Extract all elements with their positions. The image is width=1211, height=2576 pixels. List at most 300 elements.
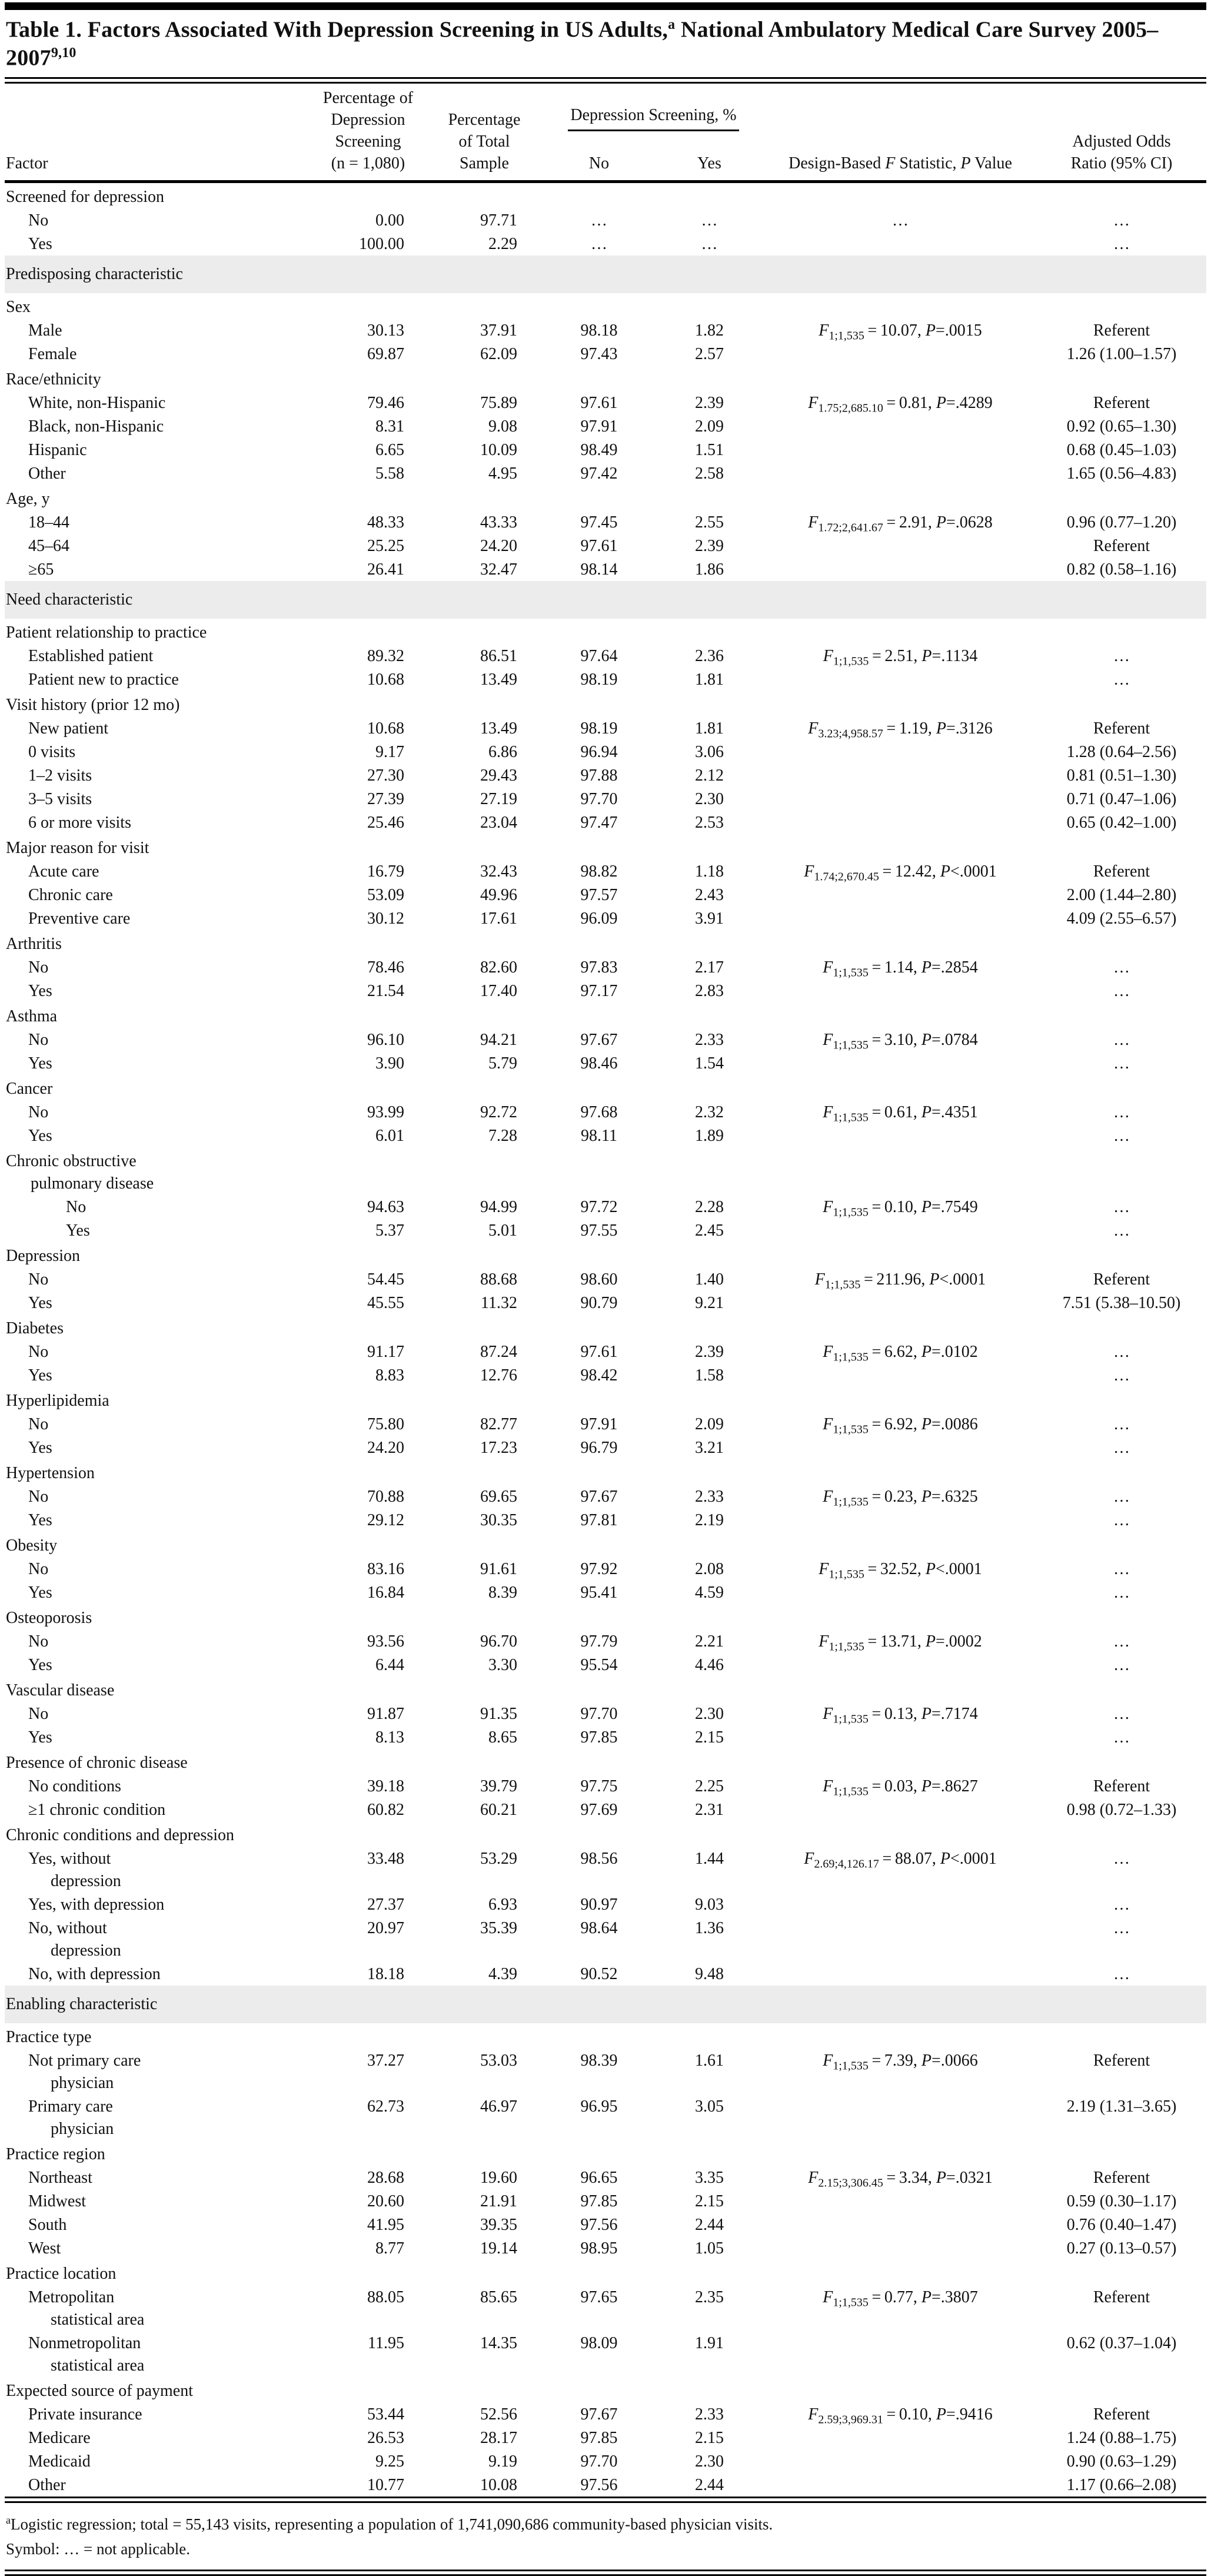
cell-yes: 2.30 [695,1705,724,1724]
cell-odds-ratio: 7.51 (5.38–10.50) [1062,1294,1181,1313]
cell-no: 97.81 [580,1511,618,1530]
p-symbol: P [921,1103,932,1122]
cell-f-statistic [764,1653,1037,1677]
f-subscript: 1;1,535 [833,1785,869,1798]
cell-pct-screening: 79.46 [367,394,404,413]
factor-label: Chronic care [28,886,113,905]
cell-f-statistic [764,232,1037,255]
cell-yes: 1.44 [695,1850,724,1868]
f-subscript: 1;1,535 [829,329,864,343]
cell-f-statistic [764,716,1037,740]
cell-no: 98.42 [580,1366,618,1385]
cell-pct-total: 82.77 [480,1415,517,1434]
factor-label: Medicare [28,2429,91,2448]
p-symbol: P [940,1850,951,1868]
f-value: = 0.23, [868,1488,921,1506]
cell-odds-ratio: … [1113,1896,1130,1914]
p-symbol: P [936,394,947,413]
category-label: Asthma [6,1007,58,1026]
cell-f-statistic [764,1962,1037,1986]
table-row [5,318,1206,342]
cell-yes: 2.53 [695,814,724,832]
cell-pct-screening: 6.44 [375,1656,404,1675]
table-row [5,1436,1206,1459]
table-row [5,1195,1206,1219]
cell-yes: 2.33 [695,1488,724,1506]
table-row [5,2426,1206,2449]
section-label: Enabling characteristic [5,1986,1206,2023]
cell-yes: 1.86 [695,560,724,579]
factor-label: ≥1 chronic condition [28,1801,166,1820]
category-row [5,1821,1206,1847]
cell-f-statistic [764,510,1037,534]
cell-pct-screening: 26.41 [367,560,404,579]
cell-pct-screening: 37.27 [367,2051,404,2070]
cell-pct-screening: 20.60 [367,2192,404,2211]
cell-pct-total: 32.47 [480,560,517,579]
p-symbol: P [921,2051,932,2070]
column-group-depression-screening [543,84,764,131]
p-value: =.7174 [931,1705,978,1724]
factor-label: Male [28,321,62,340]
f-subscript: 1;1,535 [833,655,869,668]
cell-pct-total: 19.14 [480,2239,517,2258]
factor-label: Nonmetropolitan statistical area [28,2334,145,2375]
cell-pct-total: 5.01 [488,1221,517,1240]
cell-no: 97.83 [580,958,618,977]
factor-label: Yes, without depression [28,1850,121,1891]
cell-pct-total: 92.72 [480,1103,517,1122]
cell-no: 98.95 [580,2239,618,2258]
table-header [5,84,1206,182]
p-value: =.3807 [931,2288,978,2307]
cell-no: 97.70 [580,2452,618,2471]
cell-pct-screening: 78.46 [367,958,404,977]
cell-pct-screening: 25.25 [367,537,404,556]
cell-f-statistic [764,1702,1037,1725]
cell-pct-screening: 10.68 [367,719,404,738]
cell-yes: 3.91 [695,909,724,928]
category-row [5,834,1206,859]
cell-yes: 9.21 [695,1294,724,1313]
p-symbol: P [921,1415,932,1434]
p-value: =.3126 [946,719,993,738]
category-label: Chronic obstructive pulmonary disease [6,1152,154,1193]
header-line: Sample [460,154,509,173]
cell-pct-screening: 83.16 [367,1560,404,1579]
cell-pct-screening: 8.31 [375,417,404,436]
factor-label: 45–64 [28,537,69,556]
factor-label: Black, non-Hispanic [28,417,164,436]
category-row [5,1532,1206,1557]
table-row [5,1774,1206,1798]
cell-f-statistic [764,1340,1037,1363]
cell-odds-ratio: 1.28 (0.64–2.56) [1066,743,1177,762]
cell-pct-total: 11.32 [481,1294,517,1313]
cell-no: 97.61 [580,394,618,413]
cell-no: 90.52 [580,1965,618,1984]
cell-pct-total: 53.03 [480,2051,517,2070]
column-header-f-statistic [764,84,1037,182]
cell-pct-screening: 8.13 [375,1728,404,1747]
cell-f-statistic [764,1725,1037,1749]
header-p-italic: P [960,154,971,173]
category-label: Osteoporosis [6,1609,92,1628]
cell-pct-total: 86.51 [480,647,517,666]
cell-no: 90.97 [580,1896,618,1914]
cell-pct-total: 97.71 [480,211,517,230]
cell-f-statistic [764,2166,1037,2189]
cell-yes: 2.83 [695,982,724,1001]
cell-yes: 1.18 [695,862,724,881]
cell-pct-screening: 18.18 [367,1965,404,1984]
table-row [5,883,1206,907]
table-body [5,182,1206,2497]
footnote-a [6,2508,1205,2537]
cell-pct-screening: 6.01 [375,1127,404,1146]
factor-label: Medicaid [28,2452,91,2471]
cell-yes: 2.39 [695,537,724,556]
cell-yes: 2.25 [695,1777,724,1796]
cell-odds-ratio: 2.00 (1.44–2.80) [1066,886,1177,905]
cell-f-statistic [764,1124,1037,1147]
cell-pct-total: 49.96 [480,886,517,905]
cell-pct-screening: 93.56 [367,1632,404,1651]
table-row [5,1893,1206,1916]
cell-yes: 2.43 [695,886,724,905]
cell-yes: 1.05 [695,2239,724,2258]
cell-odds-ratio: … [1113,1488,1130,1506]
f-subscript: 1;1,535 [833,1038,869,1052]
cell-odds-ratio: 0.76 (0.40–1.47) [1066,2216,1177,2235]
column-header-yes: Yes [697,154,721,173]
cell-odds-ratio: Referent [1093,862,1150,881]
cell-pct-screening: 53.09 [367,886,404,905]
cell-no: 95.54 [580,1656,618,1675]
cell-pct-total: 94.99 [480,1198,517,1217]
cell-pct-total: 13.49 [480,719,517,738]
factor-label: Metropolitan statistical area [28,2288,145,2329]
cell-f-statistic [764,979,1037,1002]
cell-f-statistic [764,1195,1037,1219]
cell-odds-ratio: 4.09 (2.55–6.57) [1066,909,1177,928]
category-row [5,366,1206,391]
table-row [5,1916,1206,1962]
table-row [5,1219,1206,1242]
category-label: Sex [6,298,31,317]
category-label: Cancer [6,1080,53,1098]
category-row [5,485,1206,510]
cell-pct-total: 75.89 [480,394,517,413]
cell-pct-total: 69.65 [480,1488,517,1506]
cell-f-statistic [764,1557,1037,1581]
cell-yes: 3.21 [695,1439,724,1458]
cell-yes: 2.31 [695,1801,724,1820]
f-symbol: F [823,1103,833,1122]
cell-yes: 2.28 [695,1198,724,1217]
p-symbol: P [921,1343,932,1362]
f-symbol: F [823,1777,833,1796]
cell-pct-screening: 30.13 [367,321,404,340]
table-row [5,763,1206,787]
cell-odds-ratio: … [1113,647,1130,666]
cell-no: 97.45 [580,513,618,532]
cell-odds-ratio: 0.27 (0.13–0.57) [1066,2239,1177,2258]
category-row [5,1459,1206,1485]
table-row [5,1581,1206,1604]
f-subscript: 1;1,535 [833,2296,869,2309]
cell-odds-ratio: … [1113,1343,1130,1362]
cell-pct-total: 94.21 [480,1031,517,1050]
cell-odds-ratio: 1.17 (0.66–2.08) [1066,2476,1177,2495]
cell-no: 98.60 [580,1270,618,1289]
cell-pct-total: 30.35 [480,1511,517,1530]
factor-label: No, with depression [28,1965,161,1984]
cell-pct-total: 6.86 [488,743,517,762]
table-row [5,1725,1206,1749]
cell-f-statistic [764,557,1037,581]
p-symbol: P [936,2405,947,2424]
cell-yes: 1.36 [695,1919,724,1938]
cell-pct-screening: 100.00 [359,235,404,254]
f-subscript: 1;1,535 [833,1350,869,1364]
factor-label: No [28,958,49,977]
f-value: = 211.96, [860,1270,930,1289]
cell-pct-total: 4.95 [488,464,517,483]
f-value: = 0.77, [868,2288,921,2307]
p-value: =.0321 [946,2169,993,2187]
f-symbol: F [819,1560,829,1579]
cell-pct-total: 19.60 [480,2169,517,2187]
cell-pct-total: 35.39 [480,1919,517,1938]
cell-odds-ratio: … [1113,1705,1130,1724]
category-row [5,1604,1206,1629]
cell-odds-ratio: Referent [1093,2405,1150,2424]
cell-pct-screening: 5.37 [375,1221,404,1240]
cell-odds-ratio: Referent [1093,394,1150,413]
cell-pct-screening: 27.37 [367,1896,404,1914]
f-symbol: F [814,1270,825,1289]
cell-pct-screening: 28.68 [367,2169,404,2187]
cell-pct-total: 21.91 [480,2192,517,2211]
header-line: Screening [335,132,401,151]
cell-odds-ratio: … [1113,1415,1130,1434]
cell-pct-screening: 91.87 [367,1705,404,1724]
cell-no: 98.82 [580,862,618,881]
cell-pct-screening: 48.33 [367,513,404,532]
factor-label: No [28,1270,49,1289]
factor-label: No [28,1560,49,1579]
table-row [5,1653,1206,1677]
cell-pct-screening: 45.55 [367,1294,404,1313]
cell-no: 97.64 [580,647,618,666]
cell-no: 97.91 [580,1415,618,1434]
category-row [5,1749,1206,1774]
factor-label: No [28,1632,49,1651]
cell-odds-ratio: 1.26 (1.00–1.57) [1066,345,1177,364]
cell-pct-screening: 53.44 [367,2405,404,2424]
p-symbol: P [921,958,932,977]
header-line: Percentage of [322,89,414,108]
cell-pct-screening: 10.68 [367,670,404,689]
cell-pct-screening: 41.95 [367,2216,404,2235]
category-label: Hyperlipidemia [6,1392,109,1410]
cell-no: 96.79 [580,1439,618,1458]
f-symbol: F [823,958,833,977]
cell-yes: 4.46 [695,1656,724,1675]
cell-f-statistic [764,1485,1037,1508]
cell-no: 97.79 [580,1632,618,1651]
f-value: = 0.13, [868,1705,921,1724]
cell-f-statistic [764,1028,1037,1051]
cell-no: 96.94 [580,743,618,762]
cell-odds-ratio: … [1113,1198,1130,1217]
f-value: = 0.61, [868,1103,921,1122]
f-symbol: F [823,647,833,666]
cell-pct-screening: 20.97 [367,1919,404,1938]
p-symbol: P [921,1777,932,1796]
page-bottom-rule [5,2570,1206,2576]
cell-f-statistic [764,1629,1037,1653]
category-row [5,2023,1206,2049]
p-symbol: P [921,1488,932,1506]
cell-yes: 2.15 [695,2192,724,2211]
factor-label: Yes [28,1728,52,1747]
cell-yes: 2.19 [695,1511,724,1530]
factors-table [5,84,1206,2497]
factor-label: Preventive care [28,909,131,928]
table-row [5,955,1206,979]
f-value: = 0.03, [868,1777,921,1796]
f-symbol: F [823,2288,833,2307]
factor-label: 0 visits [28,743,76,762]
cell-f-statistic [764,391,1037,414]
f-subscript: 1;1,535 [833,1712,869,1726]
column-header-no: No [588,154,610,173]
p-value: =.4351 [931,1103,978,1122]
table-row [5,2402,1206,2426]
cell-yes: 9.48 [695,1965,724,1984]
cell-f-statistic [764,1847,1037,1893]
cell-yes: 2.39 [695,394,724,413]
cell-yes: 1.82 [695,321,724,340]
cell-f-statistic [764,2049,1037,2094]
cell-f-statistic [764,787,1037,811]
table-row [5,1363,1206,1387]
cell-pct-screening: 0.00 [375,211,404,230]
f-value: = 2.51, [869,647,922,666]
cell-odds-ratio: … [1113,1560,1130,1579]
factor-label: Yes [28,235,52,254]
section-row [5,581,1206,619]
cell-odds-ratio: 0.96 (0.77–1.20) [1066,513,1177,532]
cell-no: 98.56 [580,1850,618,1868]
table-row [5,510,1206,534]
cell-yes: 3.06 [695,743,724,762]
cell-f-statistic [764,2285,1037,2331]
f-subscript: 1;1,535 [833,1206,869,1219]
cell-pct-screening: 70.88 [367,1488,404,1506]
cell-yes: 2.12 [695,766,724,785]
cell-f-statistic [764,1774,1037,1798]
cell-pct-screening: 93.99 [367,1103,404,1122]
factor-label: White, non-Hispanic [28,394,166,413]
cell-pct-screening: 26.53 [367,2429,404,2448]
f-symbol: F [808,719,819,738]
table-row [5,1962,1206,1986]
cell-pct-screening: 27.30 [367,766,404,785]
cell-pct-total: 91.35 [480,1705,517,1724]
f-value: = 10.07, [864,321,926,340]
cell-pct-total: 32.43 [480,862,517,881]
cell-yes: 2.09 [695,417,724,436]
category-label: Practice type [6,2028,92,2047]
f-value: = 6.62, [868,1343,921,1362]
cell-pct-screening: 75.80 [367,1415,404,1434]
cell-yes: 2.08 [695,1560,724,1579]
f-subscript: 1;1,535 [829,1640,864,1654]
p-symbol: P [936,719,947,738]
cell-pct-total: 29.43 [480,766,517,785]
factor-label: 3–5 visits [28,790,92,809]
column-header-pct-screening [311,84,425,182]
cell-pct-screening: 5.58 [375,464,404,483]
cell-pct-screening: 62.73 [367,2097,404,2116]
f-symbol: F [823,1488,833,1506]
cell-odds-ratio: 1.24 (0.88–1.75) [1066,2429,1177,2448]
cell-pct-screening: 3.90 [375,1054,404,1073]
cell-no: 98.19 [580,719,618,738]
cell-f-statistic [764,2426,1037,2449]
cell-odds-ratio: … [1113,235,1130,254]
cell-f-statistic [764,1291,1037,1314]
cell-pct-total: 39.35 [480,2216,517,2235]
cell-odds-ratio: Referent [1093,1270,1150,1289]
f-symbol: F [823,1343,833,1362]
cell-no: 98.11 [581,1127,617,1146]
f-value: = 0.10, [868,1198,921,1217]
cell-yes: 2.30 [695,2452,724,2471]
category-row [5,182,1206,209]
f-value: = 7.39, [868,2051,921,2070]
table-row [5,907,1206,930]
header-f-italic: F [885,154,896,173]
cell-odds-ratio: Referent [1093,2288,1150,2307]
factor-label: Yes [28,1366,52,1385]
cell-no: 97.67 [580,1031,618,1050]
factor-label: Female [28,345,77,364]
cell-f-statistic [764,2331,1037,2377]
cell-odds-ratio: 0.62 (0.37–1.04) [1066,2334,1177,2353]
f-value: = 3.34, [883,2169,936,2187]
cell-pct-total: 17.23 [480,1439,517,1458]
footnote-a-text: Logistic regression; total = 55,143 visits, representing a population of 1,741,090,686 community-based physician visits. [11,2515,773,2534]
f-symbol: F [823,2051,833,2070]
factor-label: New patient [28,719,109,738]
cell-f-statistic [764,955,1037,979]
f-subscript: 1.74;2,670.45 [814,870,879,884]
section-label: Need characteristic [5,581,1206,619]
cell-pct-total: 96.70 [480,1632,517,1651]
cell-pct-screening: 8.83 [375,1366,404,1385]
table-row [5,1028,1206,1051]
cell-odds-ratio: Referent [1093,2169,1150,2187]
cell-pct-total: 23.04 [480,814,517,832]
cell-yes: 1.81 [695,670,724,689]
table-row [5,740,1206,763]
cell-no: 98.09 [580,2334,618,2353]
p-value: =.0002 [936,1632,982,1651]
